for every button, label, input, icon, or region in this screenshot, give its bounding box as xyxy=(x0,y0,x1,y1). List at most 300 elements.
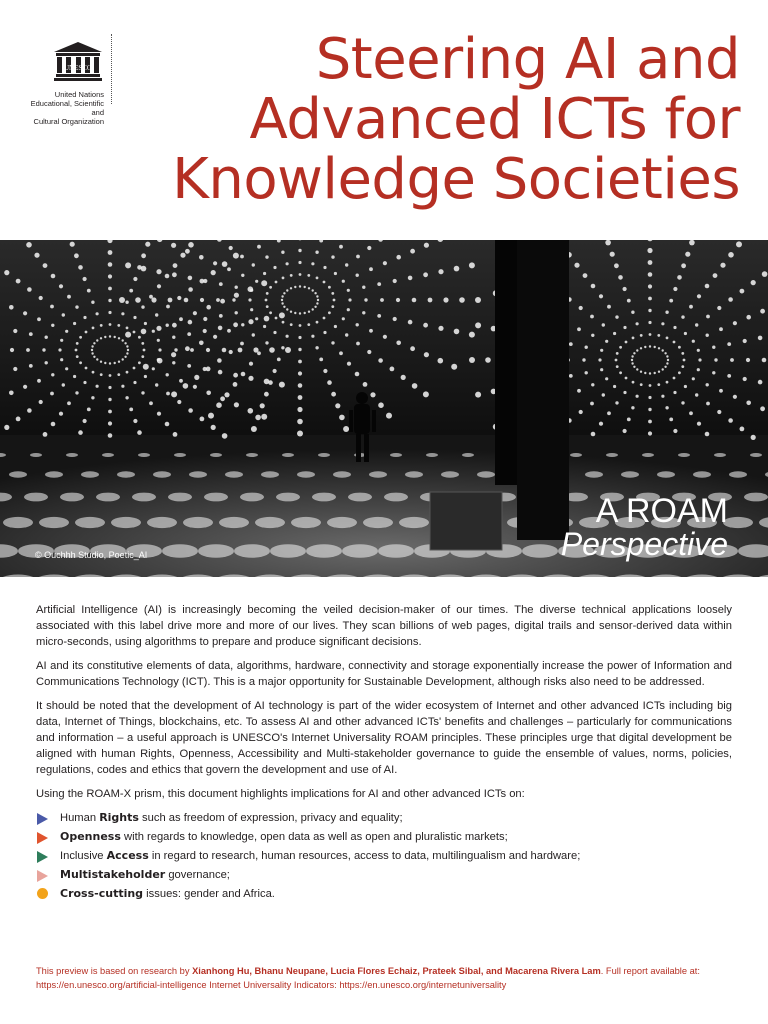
light-dot xyxy=(673,377,676,380)
light-dot xyxy=(124,342,126,344)
light-dot xyxy=(157,284,161,288)
light-dot xyxy=(438,269,443,274)
light-dot xyxy=(607,305,611,309)
light-dot xyxy=(199,341,204,346)
light-dot xyxy=(610,252,615,257)
light-dot xyxy=(657,383,660,386)
light-dot xyxy=(172,361,175,364)
floor-light-spot xyxy=(138,453,150,457)
floor-light-spot xyxy=(291,517,321,528)
light-dot xyxy=(706,315,710,319)
floor-light-spot xyxy=(333,471,351,477)
floor-light-spot xyxy=(117,471,135,477)
light-dot xyxy=(614,263,619,268)
light-dot xyxy=(138,336,141,339)
light-dot xyxy=(316,277,319,280)
unesco-temple-icon xyxy=(52,40,104,84)
light-dot xyxy=(298,336,301,339)
light-dot xyxy=(122,358,124,360)
circle-bullet-icon xyxy=(37,888,48,899)
light-dot xyxy=(193,385,197,389)
light-dot xyxy=(233,373,238,378)
light-dot xyxy=(283,292,285,294)
light-dot xyxy=(648,284,652,288)
light-dot xyxy=(133,316,136,319)
floor-light-spot xyxy=(96,493,120,502)
floor-light-spot xyxy=(270,544,306,558)
light-dot xyxy=(152,367,155,370)
light-dot xyxy=(648,297,652,301)
light-dot xyxy=(75,349,78,352)
light-dot xyxy=(145,242,150,247)
light-dot xyxy=(249,362,253,366)
light-dot xyxy=(396,255,401,260)
light-dot xyxy=(297,407,302,412)
light-dot xyxy=(168,298,173,303)
light-dot xyxy=(100,324,103,327)
light-dot xyxy=(240,342,244,346)
light-dot xyxy=(286,335,289,338)
light-dot xyxy=(649,384,652,387)
light-dot xyxy=(104,362,106,364)
light-dot xyxy=(263,325,266,328)
light-dot xyxy=(666,381,669,384)
light-dot xyxy=(298,360,302,364)
light-dot xyxy=(469,262,475,268)
light-dot xyxy=(78,265,83,270)
light-dot xyxy=(172,336,175,339)
light-dot xyxy=(257,351,261,355)
light-dot xyxy=(23,385,27,389)
light-dot xyxy=(141,329,147,335)
light-dot xyxy=(117,324,120,327)
light-dot xyxy=(390,367,395,372)
light-dot xyxy=(96,358,98,360)
light-dot xyxy=(294,312,296,314)
light-dot xyxy=(298,395,303,400)
light-dot xyxy=(636,322,639,325)
light-dot xyxy=(666,337,669,340)
light-dot xyxy=(636,395,639,398)
light-dot xyxy=(45,361,48,364)
light-dot xyxy=(304,286,306,288)
light-dot xyxy=(662,349,664,351)
light-dot xyxy=(689,411,693,415)
light-dot xyxy=(100,337,102,339)
floor-light-spot xyxy=(312,493,336,502)
light-dot xyxy=(261,280,267,286)
light-dot xyxy=(108,274,112,278)
light-dot xyxy=(386,413,392,419)
light-dot xyxy=(144,375,147,378)
light-dot xyxy=(281,299,283,301)
light-dot xyxy=(356,255,360,259)
light-dot xyxy=(323,331,326,334)
light-dot xyxy=(76,342,79,345)
floor-light-spot xyxy=(750,453,762,457)
light-dot xyxy=(188,287,193,292)
light-dot xyxy=(91,352,93,354)
light-dot xyxy=(569,374,573,378)
light-dot xyxy=(719,389,723,393)
light-dot xyxy=(591,432,596,437)
light-dot xyxy=(200,298,204,302)
light-dot xyxy=(200,417,205,422)
light-dot xyxy=(73,322,76,325)
page-title: Steering AI and Advanced ICTs for Knowledge Societies xyxy=(172,27,740,212)
light-dot xyxy=(217,358,222,363)
triangle-bullet-icon xyxy=(37,851,48,863)
light-dot xyxy=(220,396,225,401)
light-dot xyxy=(345,263,348,266)
light-dot xyxy=(339,351,343,355)
floor-light-spot xyxy=(39,517,69,528)
light-dot xyxy=(681,315,684,318)
light-dot xyxy=(424,243,429,248)
light-dot xyxy=(118,361,120,363)
pillar-left xyxy=(495,240,517,485)
light-dot xyxy=(194,375,199,380)
light-dot xyxy=(605,377,608,380)
light-dot xyxy=(4,425,9,430)
light-dot xyxy=(87,289,91,293)
light-dot xyxy=(59,284,63,288)
light-dot xyxy=(363,382,368,387)
light-dot xyxy=(155,383,158,386)
author-list: Xianhong Hu, Bhanu Neupane, Lucia Flores Echaiz, Prateek Sibal, and Macarena Rivera Lam xyxy=(192,966,601,976)
light-dot xyxy=(152,330,155,333)
light-dot xyxy=(339,245,343,249)
light-dot xyxy=(706,383,709,386)
light-dot xyxy=(684,332,687,335)
light-dot xyxy=(443,297,448,302)
light-dot xyxy=(619,371,622,374)
light-dot xyxy=(109,374,112,377)
light-dot xyxy=(203,279,207,283)
light-dot xyxy=(331,255,334,258)
light-dot xyxy=(65,367,68,370)
light-dot xyxy=(51,324,54,327)
light-dot xyxy=(347,362,351,366)
light-dot xyxy=(50,305,54,309)
light-dot xyxy=(203,329,207,333)
light-dot xyxy=(665,311,668,314)
light-dot xyxy=(37,317,41,321)
floor-light-spot xyxy=(240,493,264,502)
light-dot xyxy=(93,342,95,344)
light-dot xyxy=(574,263,579,268)
light-dot xyxy=(343,426,349,432)
light-dot xyxy=(100,361,102,363)
light-dot xyxy=(108,250,113,255)
light-dot xyxy=(408,276,413,281)
light-dot xyxy=(312,289,314,291)
light-dot xyxy=(108,421,112,425)
light-dot xyxy=(59,412,63,416)
light-dot xyxy=(133,419,137,423)
floor-light-spot xyxy=(75,517,105,528)
light-dot xyxy=(583,273,588,278)
light-dot xyxy=(233,253,239,259)
light-dot xyxy=(87,408,91,412)
light-dot xyxy=(728,418,733,423)
light-dot xyxy=(177,400,181,404)
paragraph-ict: AI and its constitutive elements of data, algorithms, hardware, connectivity and storage exponentially increase the power of Information and Communications Technology (ICT). This is a major opportunity for Sustainable Development, although risks also need to be addressed. xyxy=(36,660,732,688)
floor-light-spot xyxy=(390,453,402,457)
light-dot xyxy=(319,358,323,362)
light-dot xyxy=(619,346,622,349)
light-dot xyxy=(67,295,71,299)
light-dot xyxy=(79,361,82,364)
light-dot xyxy=(9,305,14,310)
light-dot xyxy=(649,372,651,374)
light-dot xyxy=(286,262,289,265)
light-dot xyxy=(378,358,383,363)
light-dot xyxy=(669,299,673,303)
light-dot xyxy=(96,339,98,341)
light-dot xyxy=(423,272,428,277)
light-dot xyxy=(119,297,125,303)
light-dot xyxy=(633,352,635,354)
light-dot xyxy=(692,340,695,343)
light-dot xyxy=(252,263,255,266)
light-dot xyxy=(179,379,183,383)
light-dot xyxy=(76,355,79,358)
light-dot xyxy=(27,287,32,292)
light-dot xyxy=(268,380,273,385)
photo-credit: © Ouchhh Studio, Poetic_AI xyxy=(35,550,148,560)
light-dot xyxy=(43,432,48,437)
light-dot xyxy=(211,425,216,430)
light-dot xyxy=(681,352,684,355)
light-dot xyxy=(665,406,668,409)
light-dot xyxy=(396,298,400,302)
light-dot xyxy=(273,331,276,334)
light-dot xyxy=(627,299,631,303)
light-dot xyxy=(585,371,588,374)
light-dot xyxy=(666,362,668,364)
floor-light-spot xyxy=(729,471,747,477)
light-dot xyxy=(307,323,310,326)
light-dot xyxy=(141,391,144,394)
light-dot xyxy=(591,334,594,337)
light-dot xyxy=(171,243,176,248)
light-dot xyxy=(654,372,656,374)
light-dot xyxy=(692,377,695,380)
light-dot xyxy=(173,432,178,437)
light-dot xyxy=(312,308,314,310)
roam-x-list xyxy=(36,810,732,902)
light-dot xyxy=(438,326,443,331)
light-dot xyxy=(114,336,116,338)
light-dot xyxy=(100,373,103,376)
light-dot xyxy=(108,410,112,414)
light-dot xyxy=(125,332,131,338)
light-dot xyxy=(636,349,638,351)
light-dot xyxy=(678,371,681,374)
light-dot xyxy=(623,287,627,291)
light-dot xyxy=(125,262,131,268)
light-dot xyxy=(408,320,413,325)
light-dot xyxy=(640,347,642,349)
light-dot xyxy=(219,282,223,286)
light-dot xyxy=(667,359,669,361)
light-dot xyxy=(269,347,275,353)
light-dot xyxy=(678,346,681,349)
light-dot xyxy=(137,430,142,435)
paragraph-prism: Using the ROAM-X prism, this document highlights implications for AI and other advanced ICTs on: xyxy=(36,788,525,800)
list-item-access: Inclusive Access in regard to research, human resources, access to data, multilingualism and hardware; xyxy=(36,848,732,864)
light-dot xyxy=(380,298,384,302)
light-dot xyxy=(157,358,163,364)
light-dot xyxy=(188,242,194,248)
light-dot xyxy=(334,325,337,328)
light-dot xyxy=(649,333,652,336)
floor-light-spot xyxy=(363,517,393,528)
light-dot xyxy=(263,272,266,275)
floor-light-spot xyxy=(384,493,408,502)
light-dot xyxy=(713,273,718,278)
light-dot xyxy=(697,349,700,352)
floor-light-spot xyxy=(225,471,243,477)
floor-light-spot xyxy=(477,471,495,477)
triangle-bullet-icon xyxy=(37,870,48,882)
light-dot xyxy=(133,381,136,384)
light-dot xyxy=(323,266,326,269)
light-dot xyxy=(423,323,428,328)
light-dot xyxy=(85,331,88,334)
light-dot xyxy=(299,324,302,327)
light-dot xyxy=(149,401,153,405)
light-dot xyxy=(108,386,111,389)
light-dot xyxy=(454,266,460,272)
light-dot xyxy=(184,298,189,303)
light-dot xyxy=(166,305,170,309)
light-dot xyxy=(591,383,594,386)
light-dot xyxy=(92,327,95,330)
floor-light-spot xyxy=(297,471,315,477)
floor-light-spot xyxy=(399,517,429,528)
floor-light-spot xyxy=(378,544,414,558)
light-dot xyxy=(171,352,176,357)
light-dot xyxy=(65,330,68,333)
light-dot xyxy=(475,392,481,398)
light-dot xyxy=(697,422,701,426)
list-item-openness: Openness with regards to knowledge, open data as well as open and pluralistic markets; xyxy=(36,829,732,845)
light-dot xyxy=(275,281,278,284)
light-dot xyxy=(657,334,660,337)
light-dot xyxy=(356,274,359,277)
light-dot xyxy=(311,262,314,265)
light-dot xyxy=(93,356,95,358)
light-dot xyxy=(213,335,217,339)
light-dot xyxy=(261,414,267,420)
light-dot xyxy=(286,308,288,310)
light-dot xyxy=(91,345,93,347)
light-dot xyxy=(188,320,193,325)
light-dot xyxy=(133,277,137,281)
light-dot xyxy=(297,431,303,437)
light-dot xyxy=(251,426,257,432)
floor-light-spot xyxy=(162,544,198,558)
light-dot xyxy=(144,322,147,325)
floor-light-spot xyxy=(570,453,582,457)
logo-temple-text: UNESCO xyxy=(63,64,93,72)
light-dot xyxy=(695,393,698,396)
light-dot xyxy=(348,298,351,301)
light-dot xyxy=(673,391,676,394)
light-dot xyxy=(308,287,310,289)
light-dot xyxy=(109,335,111,337)
light-dot xyxy=(75,305,78,308)
light-dot xyxy=(681,365,684,368)
light-dot xyxy=(623,429,627,433)
light-dot xyxy=(616,365,619,368)
light-dot xyxy=(42,348,45,351)
floor-light-spot xyxy=(153,471,171,477)
light-dot xyxy=(10,348,14,352)
light-dot xyxy=(252,333,255,336)
light-dot xyxy=(613,385,616,388)
light-dot xyxy=(16,417,21,422)
light-dot xyxy=(579,410,583,414)
light-dot xyxy=(233,382,238,387)
hero-subtitle-roam: A ROAM xyxy=(595,492,728,530)
light-dot xyxy=(174,348,177,351)
light-dot xyxy=(138,361,141,364)
light-dot xyxy=(627,418,631,422)
light-dot xyxy=(117,373,120,376)
light-dot xyxy=(255,280,258,283)
floor-light-spot xyxy=(744,493,768,502)
light-dot xyxy=(108,398,111,401)
light-dot xyxy=(232,298,235,301)
light-dot xyxy=(316,321,319,324)
light-dot xyxy=(661,395,664,398)
light-dot xyxy=(211,270,216,275)
body-text xyxy=(36,602,732,905)
light-dot xyxy=(250,289,253,292)
light-dot xyxy=(96,312,99,315)
light-dot xyxy=(681,263,686,268)
light-dot xyxy=(569,342,573,346)
light-dot xyxy=(758,336,763,341)
light-dot xyxy=(255,317,258,320)
floor-light-spot xyxy=(204,493,228,502)
light-dot xyxy=(299,273,302,276)
light-dot xyxy=(133,367,136,370)
light-dot xyxy=(143,349,146,352)
floor-light-spot xyxy=(348,493,372,502)
light-dot xyxy=(127,349,129,351)
light-dot xyxy=(369,329,373,333)
light-dot xyxy=(378,402,384,408)
floor-light-spot xyxy=(261,471,279,477)
floor-light-spot xyxy=(183,517,213,528)
light-dot xyxy=(335,403,340,408)
light-dot xyxy=(206,367,211,372)
light-dot xyxy=(269,311,272,314)
light-dot xyxy=(299,312,301,314)
light-dot xyxy=(315,251,318,254)
light-dot xyxy=(342,317,345,320)
floor-light-spot xyxy=(255,517,285,528)
light-dot xyxy=(114,362,116,364)
floor-light-spot xyxy=(657,471,675,477)
light-dot xyxy=(248,319,253,324)
light-dot xyxy=(475,322,481,328)
light-dot xyxy=(43,263,48,268)
